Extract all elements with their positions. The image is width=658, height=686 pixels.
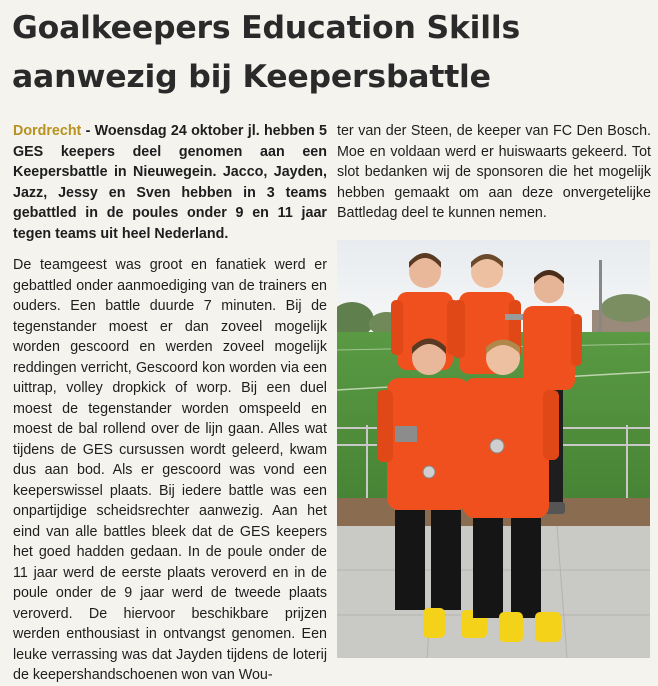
lead-text: - Woensdag 24 oktober jl. hebben 5 GES keepers deel genomen aan een Keepersbattle in Nieuwegein. Jacco, Jayden, Jazz, Jessy en Sven hebben in 3 teams gebattled in de poules onder 9 en 11 jaar tegen teams uit heel Nederland. [13, 123, 327, 242]
lead-paragraph [13, 121, 327, 244]
article-column-2 [337, 121, 651, 224]
headline-line-2: aanwezig bij Keepersbattle [12, 59, 491, 95]
headline [12, 4, 652, 102]
headline-line-1: Goalkeepers Education Skills [12, 10, 521, 46]
team-photo [337, 240, 650, 658]
team-photo-illustration [337, 240, 650, 658]
article-column-1 [13, 121, 327, 686]
body-text-column-1: De teamgeest was groot en fanatiek werd er gebattled onder aanmoediging van de trainers en ouders. Een battle duurde 7 minuten. Bij de tegenstander moest er dan zoveel mogelijk worden gescoord en werden zoveel mogelijk reddingen verricht, Gescoord kon worden via een uittrap, volley dropkick of worp. Bij een duel moest de tegenstander worden omspeeld en moest de bal rollend over de lijn gaan. Alles wat tijdens de GES cursussen wordt geleerd, kwam dus aan bod. Als er gescoord was vond een keeperswissel plaats. Bij iedere battle was een onpartijdige scheidsrechter aanwezig. Aan het eind van alle battles bleek dat de GES keepers het goed hadden gedaan. In de poule onder de 11 jaar werd de eerste plaats veroverd en in de poule onder de 9 jaar werd de tweede plaats veroverd. De hiervoor beschikbare prijzen werden enthousiast in ontvangst genomen. Een leuke verrassing was dat Jayden tijdens de loterij de keepershandschoenen won van Wou- [13, 257, 327, 683]
body-text-column-2: ter van der Steen, de keeper van FC Den Bosch. Moe en voldaan werd er huiswaarts gekeerd. Tot slot bedanken wij de sponsoren die het mogelijk hebben gemaakt om aan deze onvergetelijke Battledag deel te kunnen nemen. [337, 123, 651, 221]
dateline-place: Dordrecht [13, 123, 82, 139]
